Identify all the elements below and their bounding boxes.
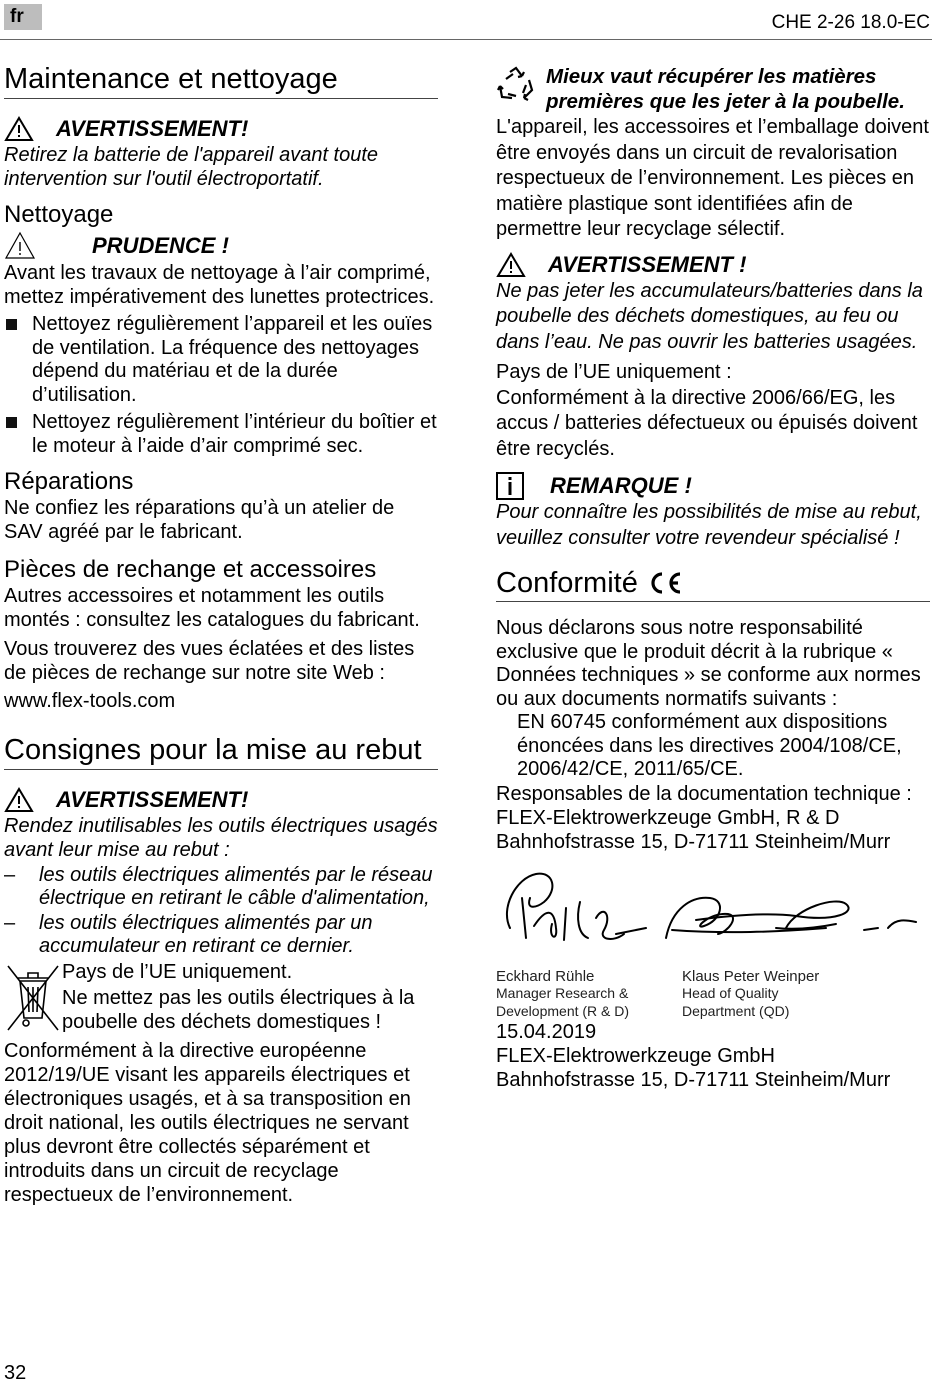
signer-role: Manager Research &: [496, 985, 629, 1001]
right-column: [496, 64, 930, 1092]
repairs-text: Ne confiez les réparations qu’à un atelier de SAV agréé par le fabricant.: [4, 497, 395, 543]
maintenance-title: Maintenance et nettoyage: [4, 62, 438, 99]
signer-role: Development (R & D): [496, 1002, 630, 1019]
signer-role: Department (QD): [682, 1002, 790, 1019]
header-rule: [0, 39, 932, 40]
eu-only-text: Pays de l’UE uniquement :: [496, 361, 732, 383]
conformity-title: Conformité: [496, 567, 638, 599]
disposal-title: Consignes pour la mise au rebut: [4, 733, 438, 770]
caution-text: Avant les travaux de nettoyage à l’air comprimé, mettez impérativement des lunettes protectrices.: [4, 262, 435, 308]
warning-heading-3: [496, 251, 930, 279]
left-column: [4, 62, 438, 1207]
cleaning-title: Nettoyage: [4, 201, 114, 228]
conformity-heading: [496, 565, 930, 602]
recycle-heading: [496, 64, 930, 114]
warning-triangle-icon: [496, 252, 526, 278]
list-item: Nettoyez régulièrement l’appareil et les ouïes de ventilation. La fréquence des nettoyages dépend du matériau et de la durée d’utilisation.: [4, 313, 438, 407]
conformity-standards: EN 60745 conformément aux dispositions énoncées dans les directives 2004/108/CE, 2006/42/CE, 2011/65/CE.: [517, 711, 902, 780]
signer-1: [496, 968, 629, 1021]
battery-text: Conformément à la directive 2006/66/EG, les accus / batteries défectueux ou épuisés doivent être recyclés.: [496, 386, 918, 460]
signature-image: [496, 868, 930, 968]
weee-text: Conformément à la directive européenne 2012/19/UE visant les appareils électriques et électroniques usagés, et à sa transposition en droit national, les outils électriques ne servant plus devront être collectés séparément et introduits dans un circuit de recyclage respectueux de l’environnement.: [4, 1040, 411, 1206]
signer-name: Klaus Peter Weinper: [682, 967, 820, 985]
info-icon: [496, 472, 524, 500]
eu-notice-text: [62, 960, 438, 1039]
ce-mark-icon: [646, 570, 686, 596]
recycle-title: Mieux vaut récupérer les matières premières que les jeter à la poubelle.: [546, 65, 905, 113]
warning-triangle-icon: [4, 787, 34, 813]
signer-name: Eckhard Rühle: [496, 967, 595, 985]
warning-title: AVERTISSEMENT!: [56, 787, 249, 812]
signature-area: [496, 868, 930, 1020]
warning-text: Rendez inutilisables les outils électriques usagés avant leur mise au rebut :: [4, 815, 438, 861]
note-heading: [496, 472, 930, 500]
company-name: FLEX-Elektrowerkzeuge GmbH: [496, 1044, 775, 1067]
warning-text: Ne pas jeter les accumulateurs/batteries dans la poubelle des déchets domestiques, au feu ou dans l’eau. Ne pas ouvrir les batteries usagées.: [496, 279, 923, 353]
company-rd: FLEX-Elektrowerkzeuge GmbH, R & D: [496, 806, 840, 829]
disposal-list: [4, 864, 438, 958]
warning-title: AVERTISSEMENT!: [56, 116, 249, 141]
model-label: CHE 2-26 18.0-EC: [771, 12, 930, 33]
list-item: Nettoyez régulièrement l’intérieur du boîtier et le moteur à l’aide d’air comprimé sec.: [4, 411, 438, 458]
caution-triangle-icon: [4, 231, 36, 261]
conformity-text: Nous déclarons sous notre responsabilité exclusive que le produit décrit à la rubrique « Données techniques » se conforme aux normes ou aux documents normatifs suivants :: [496, 617, 921, 710]
signer-role: Head of Quality: [682, 985, 779, 1001]
bin-area: [4, 960, 62, 1039]
spare-parts-text-2: Vous trouverez des vues éclatées et des listes de pièces de rechange sur notre site Web :: [4, 638, 415, 684]
warning-triangle-icon: [4, 116, 34, 142]
recycle-text: L'appareil, les accessoires et l’emballage doivent être envoyés dans un circuit de revalorisation respectueux de l’environnement. Les pièces en matière plastique sont identifiées afin de permettre leur recyclage sélectif.: [496, 116, 929, 240]
warning-text: Retirez la batterie de l'appareil avant toute intervention sur l'outil électroportatif.: [4, 144, 379, 190]
warning-heading-2: [4, 786, 438, 814]
company-address: Bahnhofstrasse 15, D-71711 Steinheim/Murr: [496, 830, 891, 853]
documentation-responsible: Responsables de la documentation technique :: [496, 782, 912, 805]
warning-heading-1: [4, 115, 438, 143]
website-link[interactable]: www.flex-tools.com: [4, 690, 176, 712]
crossed-bin-icon: [4, 960, 62, 1034]
note-title: REMARQUE !: [550, 473, 692, 498]
caution-heading: [4, 231, 438, 261]
signature-date: 15.04.2019: [496, 1020, 597, 1043]
eu-only-text: Pays de l’UE uniquement.: [62, 961, 293, 983]
recycle-icon: [496, 64, 536, 104]
weee-notice: [4, 960, 438, 1039]
note-text: Pour connaître les possibilités de mise au rebut, veuillez consulter votre revendeur spécialisé !: [496, 501, 922, 549]
signer-2: [682, 968, 819, 1021]
cleaning-list: [4, 313, 438, 458]
language-badge: fr: [4, 4, 42, 30]
warning-title: AVERTISSEMENT !: [548, 251, 747, 277]
repairs-title: Réparations: [4, 468, 134, 495]
page-number: 32: [4, 1362, 27, 1384]
spare-parts-text: Autres accessoires et notamment les outils montés : consultez les catalogues du fabricant.: [4, 585, 420, 631]
list-item: – les outils électriques alimentés par le réseau électrique en retirant le câble d'alimentation,: [4, 864, 438, 910]
list-item: – les outils électriques alimentés par un accumulateur en retirant ce dernier.: [4, 912, 438, 958]
caution-title: PRUDENCE !: [92, 233, 229, 258]
eu-bin-text: Ne mettez pas les outils électriques à la poubelle des déchets domestiques !: [62, 987, 415, 1033]
spare-parts-title: Pièces de rechange et accessoires: [4, 556, 377, 583]
company-address: Bahnhofstrasse 15, D-71711 Steinheim/Murr: [496, 1068, 891, 1091]
